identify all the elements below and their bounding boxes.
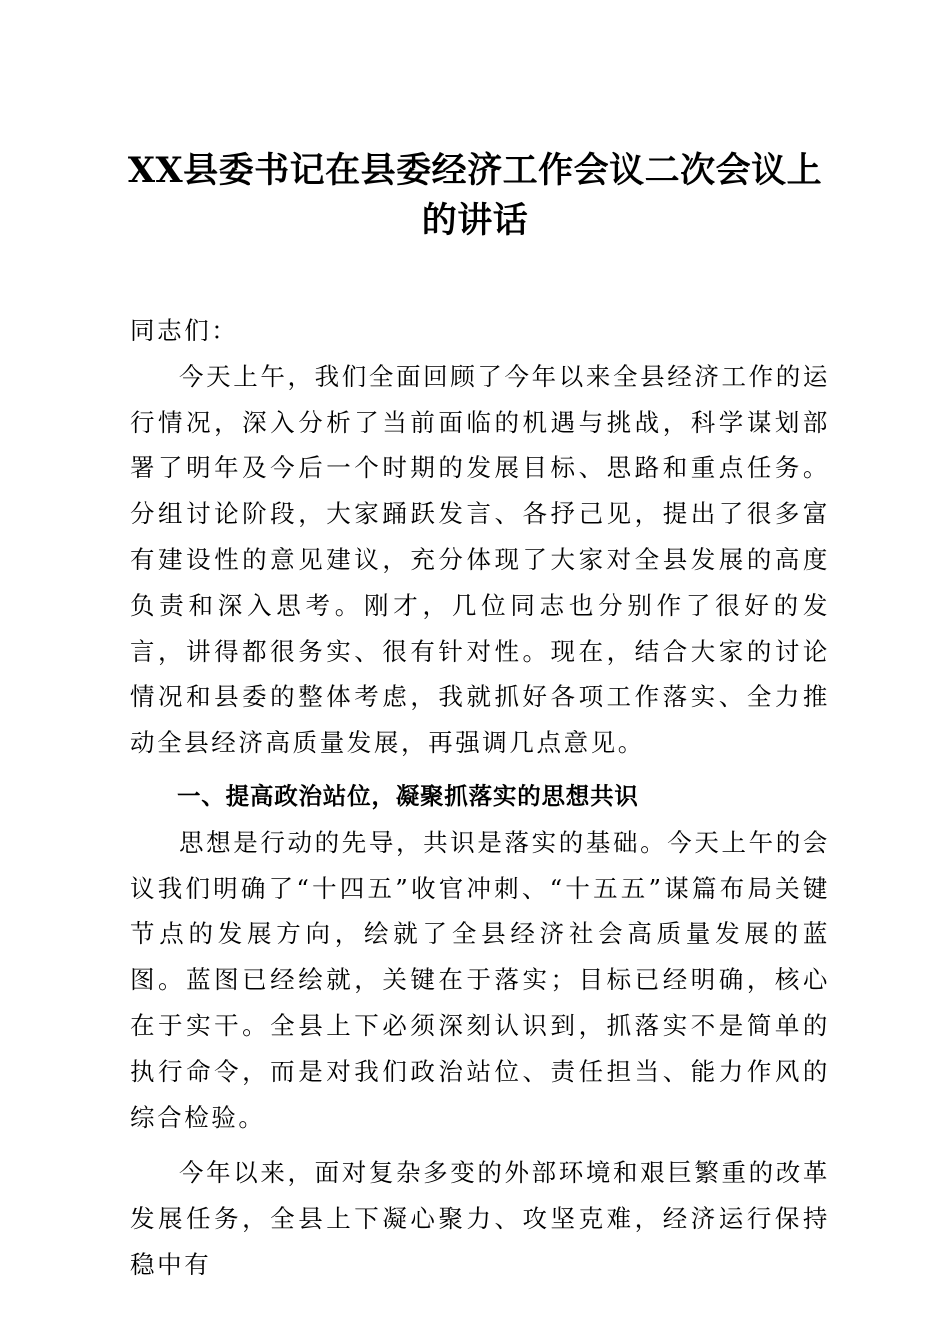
paragraph-intro: 今天上午，我们全面回顾了今年以来全县经济工作的运行情况，深入分析了当前面临的机遇与挑战，科学谋划部署了明年及今后一个时期的发展目标、思路和重点任务。分组讨论阶段，大家踊跃发言、各抒己见，提出了很多富有建设性的意见建议，充分体现了大家对全县发展的高度负责和深入思考。刚才，几位同志也分别作了很好的发言，讲得都很务实、很有针对性。现在，结合大家的讨论情况和县委的整体考虑，我就抓好各项工作落实、全力推动全县经济高质量发展，再强调几点意见。 [130, 361, 830, 758]
salutation: 同志们： [130, 316, 239, 345]
title-line-1: XX县委书记在县委经济工作会议二次会议上 [127, 150, 823, 191]
paragraph-section1-1: 思想是行动的先导，共识是落实的基础。今天上午的会议我们明确了“十四五”收官冲刺、“十五五”谋篇布局关键节点的发展方向，绘就了全县经济社会高质量发展的蓝图。蓝图已经绘就，关键在于落实；目标已经明确，核心在于实干。全县上下必须深刻认识到，抓落实不是简单的执行命令，而是对我们政治站位、责任担当、能力作风的综合检验。 [130, 827, 830, 1132]
document-body [130, 308, 830, 1288]
paragraph-section1-2: 今年以来，面对复杂多变的外部环境和艰巨繁重的改革发展任务，全县上下凝心聚力、攻坚克难，经济运行保持稳中有 [130, 1158, 830, 1279]
title-line-2: 的讲话 [421, 200, 529, 241]
section-heading-1: 一、提高政治站位，凝聚抓落实的思想共识 [177, 781, 639, 810]
document-title [120, 146, 830, 246]
